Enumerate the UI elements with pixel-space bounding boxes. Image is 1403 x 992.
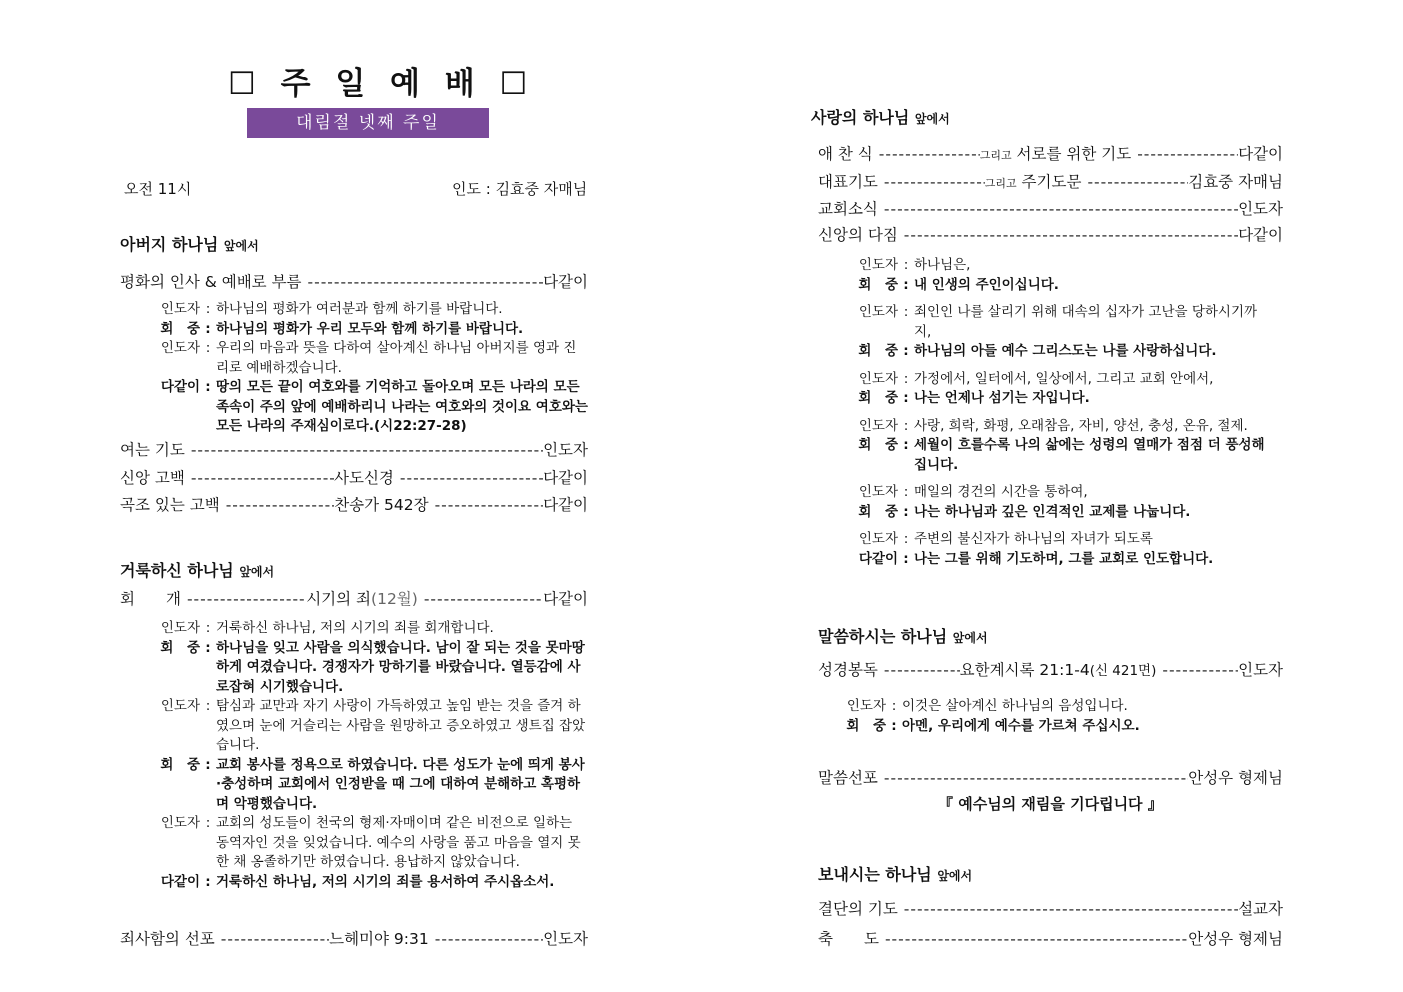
response-colon: : [903,437,909,453]
response-speaker: 회 중 [858,503,898,520]
response-text: 땅의 모든 끝이 여호와를 기억하고 돌아오며 모든 나라의 모든 족속이 주의 앞에 예배하리니 나라는 여호와의 것이요 여호와는 모든 나라의 주재심이로다.(시22:27-28) [216,379,588,434]
response-text: 나는 그를 위해 기도하며, 그를 교회로 인도합니다. [914,550,1214,567]
response-text: 매일의 경건의 시간을 통하여, [914,484,1088,500]
response-line [120,756,588,815]
response-colon: : [891,698,897,714]
response-text: 하나님의 아들 예수 그리스도는 나를 사랑하십니다. [914,343,1217,359]
response-text: 하나님은, [914,257,971,273]
response-line [818,256,1273,276]
response-colon: : [903,276,909,293]
response-text: 나는 하나님과 깊은 인격적인 교제를 나눕니다. [914,503,1191,520]
response-line [818,276,1273,296]
response-line [806,697,1236,717]
order-opening: 평화의 인사 & 예배로 부름 ----- 다같이 [120,270,588,292]
response-text: 하나님을 잊고 사람을 의식했습니다. 남이 잘 되는 것을 못마땅하게 여겼습니다. 경쟁자가 망하기를 바랐습니다. 열등감에 사로잡혀 시기했습니다. [216,639,585,695]
order-rep-prayer: 대표기도 ----- 그리고 주기도문 ----- 김효중 자매님 [818,170,1283,192]
response-text: 거룩하신 하나님, 저의 시기의 죄를 용서하여 주시옵소서. [216,873,555,890]
response-text: 사랑, 희락, 화평, 오래참음, 자비, 양선, 충성, 온유, 절제. [914,417,1248,434]
response-speaker: 다같이 [160,379,200,395]
response-speaker: 인도자 [160,620,200,636]
order-sermon: 말씀선포 ----- 안성우 형제님 [818,766,1283,788]
response-colon: : [903,550,909,567]
response-line [120,639,588,698]
response-colon: : [903,503,909,520]
response-speaker: 인도자 [160,698,200,714]
order-blessing: 축 도 ----- 안성우 형제님 [818,927,1283,949]
response-colon: : [205,301,211,317]
response-line [120,814,588,873]
response-colon: : [903,531,909,547]
response-text: 나는 언제나 섬기는 자입니다. [914,390,1090,406]
order-pledge: 신앙의 다짐 ----- 다같이 [818,223,1283,245]
response-colon: : [205,698,211,714]
response-speaker: 회 중 [858,437,898,453]
response-text: 이것은 살아계신 하나님의 음성입니다. [902,698,1128,714]
response-speaker: 인도자 [858,531,898,547]
response-line [120,697,588,756]
response-speaker: 회 중 [160,639,200,656]
response-line [818,550,1273,570]
response-colon: : [205,620,211,636]
order-prayer: 여는 기도 ----- 인도자 [120,438,588,460]
responsive-reading-2 [120,619,588,892]
response-line [806,717,1236,737]
response-colon: : [903,370,909,387]
response-colon: : [891,717,897,734]
response-speaker: 다같이 [160,873,200,890]
section-title-love: 사랑의 하나님 앞에서 [811,108,950,127]
response-speaker: 회 중 [858,390,898,406]
response-colon: : [903,417,909,434]
order-repentance: 회 개 ----- 시기의 죄(12월) ----- 다같이 [120,587,588,609]
response-colon: : [205,815,211,831]
response-text: 교회 봉사를 정욕으로 하였습니다. 다른 성도가 눈에 띄게 봉사·충성하며 교회에서 인정받을 때 그에 대하여 분해하고 혹평하며 악평했습니다. [216,756,585,812]
response-text: 교회의 성도들이 천국의 형제·자매이며 같은 비전으로 일하는 동역자인 것을 잊었습니다. 예수의 사랑을 품고 마음을 열지 못한 채 옹졸하기만 하였습니다. 용납하지 않았습니다. [216,815,581,870]
response-line [120,320,588,340]
response-line [120,339,588,378]
order-hymn: 곡조 있는 고백 ----- 찬송가 542장 ----- 다같이 [120,493,588,515]
response-line [818,303,1273,342]
response-colon: : [903,304,909,320]
response-line [120,619,588,639]
response-speaker: 인도자 [858,484,898,500]
response-speaker: 인도자 [858,304,898,320]
response-line [818,503,1273,523]
service-time: 오전 11시 [124,180,192,198]
response-text: 하나님의 평화가 우리 모두와 함께 하기를 바랍니다. [216,320,524,337]
response-text: 탐심과 교만과 자기 사랑이 가득하였고 높임 받는 것을 즐겨 하였으며 눈에 거슬리는 사람을 원망하고 증오하였고 생트집 잡았습니다. [216,698,586,753]
response-line [818,417,1273,437]
section-title-sending: 보내시는 하나님 앞에서 [818,865,973,884]
response-speaker: 다같이 [858,550,898,567]
order-absolution: 죄사함의 선포 ----- 느헤미야 9:31 ----- 인도자 [120,927,588,949]
response-colon: : [205,639,211,656]
order-resolve: 결단의 기도 ----- 설교자 [818,897,1283,919]
order-creed: 신앙 고백 ----- 사도신경 ----- 다같이 [120,466,588,488]
responsive-reading-4 [806,697,1236,736]
response-line [818,342,1273,362]
response-colon: : [903,257,909,273]
response-line [818,530,1273,550]
response-text: 세월이 흐를수록 나의 삶에는 성령의 열매가 점점 더 풍성해 집니다. [914,437,1265,473]
response-speaker: 인도자 [160,301,200,317]
page-title: ☐ 주 일 예 배 ☐ [228,66,530,102]
order-news: 교회소식 ----- 인도자 [818,197,1283,219]
response-colon: : [205,340,211,356]
responsive-reading-1 [120,300,588,437]
response-text: 하나님의 평화가 여러분과 함께 하기를 바랍니다. [216,301,503,317]
response-speaker: 회 중 [858,343,898,359]
leader-info: 인도 : 김효중 자매님 [452,180,588,198]
order-reading: 성경봉독 ----- 요한계시록 21:1-4(신 421면) ----- 인도자 [818,658,1283,680]
response-line [818,370,1273,390]
response-colon: : [903,390,909,406]
response-speaker: 인도자 [858,417,898,434]
response-line [818,483,1273,503]
response-line [818,436,1273,475]
response-colon: : [205,379,211,395]
response-colon: : [903,343,909,359]
response-colon: : [205,320,211,337]
response-text: 거룩하신 하나님, 저의 시기의 죄를 회개합니다. [216,620,494,636]
response-line [120,378,588,437]
sermon-title: 『 예수님의 재림을 기다립니다 』 [938,795,1163,813]
response-text: 아멘, 우리에게 예수를 가르쳐 주십시오. [902,717,1140,734]
response-colon: : [205,756,211,773]
response-speaker: 인도자 [846,698,886,714]
response-text: 내 인생의 주인이십니다. [914,276,1059,293]
response-text: 우리의 마음과 뜻을 다하여 살아계신 하나님 아버지를 영과 진리로 예배하겠습니다. [216,340,577,376]
service-banner: 대림절 넷째 주일 [247,108,489,138]
response-speaker: 회 중 [858,276,898,293]
response-colon: : [903,484,909,500]
response-line [120,873,588,893]
response-colon: : [205,873,211,890]
response-speaker: 회 중 [846,717,886,734]
section-title-father: 아버지 하나님 앞에서 [120,235,259,254]
response-line [120,300,588,320]
response-speaker: 회 중 [160,320,200,337]
section-title-speaking: 말씀하시는 하나님 앞에서 [818,627,988,646]
response-speaker: 인도자 [858,370,898,387]
response-speaker: 인도자 [858,257,898,273]
response-speaker: 인도자 [160,815,200,831]
response-speaker: 인도자 [160,340,200,356]
response-text: 주변의 불신자가 하나님의 자녀가 되도록 [914,531,1153,547]
section-title-holy: 거룩하신 하나님 앞에서 [120,561,275,580]
response-speaker: 회 중 [160,756,200,773]
responsive-reading-3 [818,256,1273,569]
response-text: 가정에서, 일터에서, 일상에서, 그리고 교회 안에서, [914,370,1214,387]
response-line [818,389,1273,409]
response-text: 죄인인 나를 살리기 위해 대속의 십자가 고난을 당하시기까지, [914,304,1258,340]
order-fellowship: 애 찬 식 ----- 그리고 서로를 위한 기도 ----- 다같이 [818,142,1283,164]
